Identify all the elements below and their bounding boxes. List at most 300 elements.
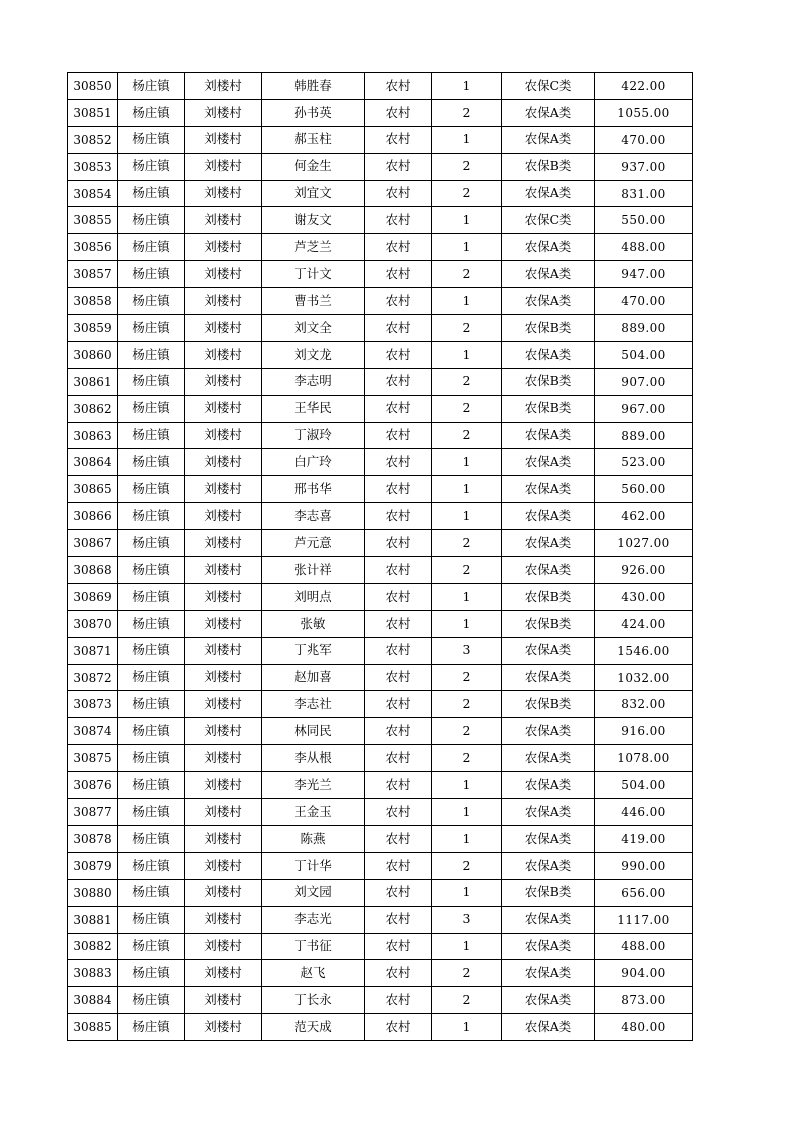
cell-village: 刘楼村 — [185, 422, 262, 449]
cell-village: 刘楼村 — [185, 99, 262, 126]
cell-member-count: 3 — [432, 906, 502, 933]
cell-amount: 422.00 — [595, 73, 693, 100]
cell-village: 刘楼村 — [185, 288, 262, 315]
cell-town: 杨庄镇 — [118, 153, 185, 180]
cell-household-type: 农村 — [365, 153, 432, 180]
table-row — [68, 718, 693, 745]
cell-town: 杨庄镇 — [118, 987, 185, 1014]
cell-record-id: 30861 — [68, 368, 118, 395]
cell-amount: 904.00 — [595, 960, 693, 987]
cell-insurance-category: 农保B类 — [502, 153, 595, 180]
cell-member-count: 2 — [432, 745, 502, 772]
table-row — [68, 503, 693, 530]
cell-village: 刘楼村 — [185, 368, 262, 395]
cell-record-id: 30878 — [68, 825, 118, 852]
cell-town: 杨庄镇 — [118, 315, 185, 342]
cell-record-id: 30871 — [68, 637, 118, 664]
cell-insurance-category: 农保A类 — [502, 180, 595, 207]
cell-amount: 424.00 — [595, 610, 693, 637]
cell-record-id: 30850 — [68, 73, 118, 100]
cell-record-id: 30851 — [68, 99, 118, 126]
table-row — [68, 557, 693, 584]
cell-member-count: 2 — [432, 852, 502, 879]
cell-amount: 656.00 — [595, 879, 693, 906]
cell-insurance-category: 农保B类 — [502, 583, 595, 610]
cell-village: 刘楼村 — [185, 126, 262, 153]
cell-household-type: 农村 — [365, 449, 432, 476]
cell-amount: 947.00 — [595, 261, 693, 288]
cell-town: 杨庄镇 — [118, 691, 185, 718]
cell-amount: 916.00 — [595, 718, 693, 745]
cell-name: 刘文全 — [262, 315, 365, 342]
cell-name: 芦芝兰 — [262, 234, 365, 261]
cell-town: 杨庄镇 — [118, 1014, 185, 1041]
cell-name: 白广玲 — [262, 449, 365, 476]
cell-household-type: 农村 — [365, 99, 432, 126]
cell-record-id: 30882 — [68, 933, 118, 960]
cell-record-id: 30880 — [68, 879, 118, 906]
cell-town: 杨庄镇 — [118, 449, 185, 476]
cell-member-count: 1 — [432, 476, 502, 503]
cell-member-count: 2 — [432, 261, 502, 288]
cell-member-count: 1 — [432, 288, 502, 315]
cell-amount: 523.00 — [595, 449, 693, 476]
cell-record-id: 30866 — [68, 503, 118, 530]
cell-insurance-category: 农保A类 — [502, 825, 595, 852]
cell-member-count: 1 — [432, 772, 502, 799]
table-row — [68, 906, 693, 933]
cell-member-count: 2 — [432, 530, 502, 557]
table-row — [68, 799, 693, 826]
cell-name: 郝玉柱 — [262, 126, 365, 153]
cell-record-id: 30856 — [68, 234, 118, 261]
cell-record-id: 30881 — [68, 906, 118, 933]
table-row — [68, 1014, 693, 1041]
cell-village: 刘楼村 — [185, 153, 262, 180]
cell-household-type: 农村 — [365, 207, 432, 234]
cell-amount: 430.00 — [595, 583, 693, 610]
cell-amount: 967.00 — [595, 395, 693, 422]
cell-amount: 1027.00 — [595, 530, 693, 557]
cell-insurance-category: 农保A类 — [502, 341, 595, 368]
cell-insurance-category: 农保A类 — [502, 234, 595, 261]
cell-town: 杨庄镇 — [118, 503, 185, 530]
cell-insurance-category: 农保B类 — [502, 315, 595, 342]
table-row — [68, 99, 693, 126]
cell-household-type: 农村 — [365, 530, 432, 557]
cell-name: 王华民 — [262, 395, 365, 422]
cell-amount: 1078.00 — [595, 745, 693, 772]
cell-record-id: 30872 — [68, 664, 118, 691]
cell-amount: 488.00 — [595, 933, 693, 960]
cell-town: 杨庄镇 — [118, 180, 185, 207]
cell-name: 丁兆军 — [262, 637, 365, 664]
cell-record-id: 30860 — [68, 341, 118, 368]
cell-household-type: 农村 — [365, 906, 432, 933]
cell-village: 刘楼村 — [185, 987, 262, 1014]
cell-record-id: 30854 — [68, 180, 118, 207]
cell-household-type: 农村 — [365, 879, 432, 906]
cell-member-count: 1 — [432, 879, 502, 906]
cell-name: 丁淑玲 — [262, 422, 365, 449]
cell-name: 范天成 — [262, 1014, 365, 1041]
table-row — [68, 610, 693, 637]
cell-household-type: 农村 — [365, 315, 432, 342]
cell-name: 刘文龙 — [262, 341, 365, 368]
cell-town: 杨庄镇 — [118, 583, 185, 610]
cell-household-type: 农村 — [365, 261, 432, 288]
cell-member-count: 1 — [432, 583, 502, 610]
table-row — [68, 664, 693, 691]
cell-amount: 504.00 — [595, 341, 693, 368]
cell-amount: 470.00 — [595, 126, 693, 153]
cell-village: 刘楼村 — [185, 718, 262, 745]
cell-village: 刘楼村 — [185, 825, 262, 852]
cell-member-count: 2 — [432, 691, 502, 718]
cell-town: 杨庄镇 — [118, 933, 185, 960]
cell-insurance-category: 农保A类 — [502, 261, 595, 288]
cell-household-type: 农村 — [365, 799, 432, 826]
cell-record-id: 30877 — [68, 799, 118, 826]
cell-household-type: 农村 — [365, 368, 432, 395]
table-row — [68, 745, 693, 772]
cell-amount: 550.00 — [595, 207, 693, 234]
cell-town: 杨庄镇 — [118, 234, 185, 261]
cell-amount: 470.00 — [595, 288, 693, 315]
cell-household-type: 农村 — [365, 503, 432, 530]
cell-household-type: 农村 — [365, 395, 432, 422]
cell-record-id: 30852 — [68, 126, 118, 153]
cell-household-type: 农村 — [365, 987, 432, 1014]
cell-member-count: 2 — [432, 422, 502, 449]
table-row — [68, 583, 693, 610]
cell-town: 杨庄镇 — [118, 799, 185, 826]
cell-village: 刘楼村 — [185, 395, 262, 422]
cell-amount: 907.00 — [595, 368, 693, 395]
cell-insurance-category: 农保A类 — [502, 906, 595, 933]
cell-household-type: 农村 — [365, 341, 432, 368]
cell-town: 杨庄镇 — [118, 288, 185, 315]
table-row — [68, 73, 693, 100]
cell-village: 刘楼村 — [185, 664, 262, 691]
cell-town: 杨庄镇 — [118, 126, 185, 153]
cell-name: 刘宜文 — [262, 180, 365, 207]
cell-name: 李志社 — [262, 691, 365, 718]
cell-village: 刘楼村 — [185, 476, 262, 503]
cell-record-id: 30862 — [68, 395, 118, 422]
cell-record-id: 30879 — [68, 852, 118, 879]
cell-household-type: 农村 — [365, 557, 432, 584]
table-row — [68, 368, 693, 395]
cell-amount: 480.00 — [595, 1014, 693, 1041]
cell-record-id: 30885 — [68, 1014, 118, 1041]
cell-member-count: 1 — [432, 799, 502, 826]
cell-village: 刘楼村 — [185, 207, 262, 234]
cell-town: 杨庄镇 — [118, 476, 185, 503]
cell-town: 杨庄镇 — [118, 99, 185, 126]
cell-name: 孙书英 — [262, 99, 365, 126]
cell-record-id: 30873 — [68, 691, 118, 718]
cell-member-count: 1 — [432, 503, 502, 530]
table-row — [68, 449, 693, 476]
cell-insurance-category: 农保A类 — [502, 530, 595, 557]
cell-insurance-category: 农保A类 — [502, 637, 595, 664]
cell-insurance-category: 农保A类 — [502, 557, 595, 584]
cell-insurance-category: 农保A类 — [502, 664, 595, 691]
cell-member-count: 1 — [432, 825, 502, 852]
cell-insurance-category: 农保A类 — [502, 799, 595, 826]
cell-amount: 1055.00 — [595, 99, 693, 126]
cell-village: 刘楼村 — [185, 530, 262, 557]
cell-name: 李从根 — [262, 745, 365, 772]
cell-town: 杨庄镇 — [118, 395, 185, 422]
table-row — [68, 691, 693, 718]
table-row — [68, 476, 693, 503]
cell-member-count: 2 — [432, 153, 502, 180]
cell-village: 刘楼村 — [185, 691, 262, 718]
cell-household-type: 农村 — [365, 610, 432, 637]
table-body — [68, 73, 693, 1041]
cell-record-id: 30864 — [68, 449, 118, 476]
table-row — [68, 933, 693, 960]
cell-record-id: 30875 — [68, 745, 118, 772]
cell-village: 刘楼村 — [185, 315, 262, 342]
cell-member-count: 2 — [432, 180, 502, 207]
cell-name: 刘明点 — [262, 583, 365, 610]
cell-village: 刘楼村 — [185, 960, 262, 987]
cell-town: 杨庄镇 — [118, 879, 185, 906]
cell-village: 刘楼村 — [185, 879, 262, 906]
cell-village: 刘楼村 — [185, 341, 262, 368]
cell-member-count: 1 — [432, 610, 502, 637]
cell-village: 刘楼村 — [185, 503, 262, 530]
cell-member-count: 2 — [432, 557, 502, 584]
table-row — [68, 126, 693, 153]
cell-amount: 504.00 — [595, 772, 693, 799]
cell-name: 曹书兰 — [262, 288, 365, 315]
cell-insurance-category: 农保C类 — [502, 73, 595, 100]
cell-household-type: 农村 — [365, 476, 432, 503]
cell-insurance-category: 农保B类 — [502, 395, 595, 422]
cell-member-count: 2 — [432, 315, 502, 342]
cell-amount: 1032.00 — [595, 664, 693, 691]
cell-member-count: 1 — [432, 1014, 502, 1041]
table-row — [68, 530, 693, 557]
cell-village: 刘楼村 — [185, 799, 262, 826]
cell-amount: 1546.00 — [595, 637, 693, 664]
records-table — [67, 72, 693, 1041]
cell-member-count: 2 — [432, 960, 502, 987]
cell-amount: 831.00 — [595, 180, 693, 207]
cell-village: 刘楼村 — [185, 73, 262, 100]
cell-town: 杨庄镇 — [118, 664, 185, 691]
cell-name: 李志喜 — [262, 503, 365, 530]
table-row — [68, 772, 693, 799]
cell-amount: 462.00 — [595, 503, 693, 530]
cell-record-id: 30884 — [68, 987, 118, 1014]
cell-household-type: 农村 — [365, 288, 432, 315]
cell-name: 赵加喜 — [262, 664, 365, 691]
cell-village: 刘楼村 — [185, 637, 262, 664]
cell-name: 李志光 — [262, 906, 365, 933]
cell-name: 赵飞 — [262, 960, 365, 987]
table-row — [68, 288, 693, 315]
cell-household-type: 农村 — [365, 745, 432, 772]
cell-member-count: 2 — [432, 395, 502, 422]
cell-record-id: 30857 — [68, 261, 118, 288]
cell-town: 杨庄镇 — [118, 610, 185, 637]
cell-name: 韩胜春 — [262, 73, 365, 100]
cell-household-type: 农村 — [365, 960, 432, 987]
table-row — [68, 987, 693, 1014]
cell-insurance-category: 农保B类 — [502, 691, 595, 718]
cell-village: 刘楼村 — [185, 234, 262, 261]
cell-amount: 419.00 — [595, 825, 693, 852]
cell-name: 丁计文 — [262, 261, 365, 288]
cell-name: 邢书华 — [262, 476, 365, 503]
table-row — [68, 852, 693, 879]
cell-insurance-category: 农保A类 — [502, 503, 595, 530]
cell-member-count: 2 — [432, 368, 502, 395]
cell-village: 刘楼村 — [185, 745, 262, 772]
cell-record-id: 30853 — [68, 153, 118, 180]
cell-insurance-category: 农保A类 — [502, 288, 595, 315]
cell-member-count: 1 — [432, 73, 502, 100]
cell-insurance-category: 农保A类 — [502, 99, 595, 126]
cell-household-type: 农村 — [365, 1014, 432, 1041]
cell-record-id: 30858 — [68, 288, 118, 315]
cell-town: 杨庄镇 — [118, 422, 185, 449]
table-row — [68, 341, 693, 368]
cell-household-type: 农村 — [365, 718, 432, 745]
table-row — [68, 960, 693, 987]
cell-member-count: 1 — [432, 234, 502, 261]
cell-insurance-category: 农保B类 — [502, 610, 595, 637]
cell-household-type: 农村 — [365, 691, 432, 718]
cell-town: 杨庄镇 — [118, 207, 185, 234]
cell-record-id: 30855 — [68, 207, 118, 234]
cell-village: 刘楼村 — [185, 557, 262, 584]
cell-member-count: 2 — [432, 664, 502, 691]
cell-town: 杨庄镇 — [118, 530, 185, 557]
cell-name: 刘文园 — [262, 879, 365, 906]
cell-name: 丁计华 — [262, 852, 365, 879]
cell-member-count: 1 — [432, 207, 502, 234]
cell-household-type: 农村 — [365, 126, 432, 153]
cell-town: 杨庄镇 — [118, 745, 185, 772]
cell-household-type: 农村 — [365, 637, 432, 664]
table-row — [68, 207, 693, 234]
cell-record-id: 30870 — [68, 610, 118, 637]
table-row — [68, 180, 693, 207]
cell-town: 杨庄镇 — [118, 637, 185, 664]
cell-record-id: 30874 — [68, 718, 118, 745]
cell-town: 杨庄镇 — [118, 368, 185, 395]
cell-insurance-category: 农保A类 — [502, 1014, 595, 1041]
cell-insurance-category: 农保A类 — [502, 852, 595, 879]
cell-record-id: 30863 — [68, 422, 118, 449]
cell-town: 杨庄镇 — [118, 261, 185, 288]
cell-member-count: 1 — [432, 933, 502, 960]
cell-record-id: 30883 — [68, 960, 118, 987]
cell-insurance-category: 农保A类 — [502, 126, 595, 153]
cell-name: 林同民 — [262, 718, 365, 745]
cell-name: 丁长永 — [262, 987, 365, 1014]
cell-record-id: 30876 — [68, 772, 118, 799]
cell-village: 刘楼村 — [185, 906, 262, 933]
cell-village: 刘楼村 — [185, 583, 262, 610]
table-row — [68, 825, 693, 852]
cell-town: 杨庄镇 — [118, 718, 185, 745]
table-row — [68, 315, 693, 342]
cell-amount: 446.00 — [595, 799, 693, 826]
cell-insurance-category: 农保A类 — [502, 772, 595, 799]
cell-member-count: 1 — [432, 126, 502, 153]
cell-amount: 832.00 — [595, 691, 693, 718]
cell-member-count: 2 — [432, 987, 502, 1014]
cell-insurance-category: 农保A类 — [502, 476, 595, 503]
table-row — [68, 261, 693, 288]
cell-member-count: 3 — [432, 637, 502, 664]
cell-insurance-category: 农保A类 — [502, 718, 595, 745]
cell-member-count: 2 — [432, 99, 502, 126]
cell-household-type: 农村 — [365, 73, 432, 100]
cell-insurance-category: 农保C类 — [502, 207, 595, 234]
cell-household-type: 农村 — [365, 583, 432, 610]
cell-record-id: 30865 — [68, 476, 118, 503]
cell-town: 杨庄镇 — [118, 341, 185, 368]
cell-insurance-category: 农保B类 — [502, 368, 595, 395]
table-row — [68, 879, 693, 906]
cell-town: 杨庄镇 — [118, 825, 185, 852]
cell-village: 刘楼村 — [185, 449, 262, 476]
cell-insurance-category: 农保A类 — [502, 422, 595, 449]
cell-household-type: 农村 — [365, 825, 432, 852]
cell-name: 张计祥 — [262, 557, 365, 584]
cell-insurance-category: 农保A类 — [502, 960, 595, 987]
cell-household-type: 农村 — [365, 772, 432, 799]
cell-town: 杨庄镇 — [118, 772, 185, 799]
cell-name: 王金玉 — [262, 799, 365, 826]
cell-town: 杨庄镇 — [118, 557, 185, 584]
cell-amount: 926.00 — [595, 557, 693, 584]
cell-name: 何金生 — [262, 153, 365, 180]
cell-insurance-category: 农保A类 — [502, 449, 595, 476]
cell-amount: 488.00 — [595, 234, 693, 261]
cell-name: 丁书征 — [262, 933, 365, 960]
cell-insurance-category: 农保A类 — [502, 987, 595, 1014]
cell-name: 芦元意 — [262, 530, 365, 557]
cell-amount: 873.00 — [595, 987, 693, 1014]
cell-amount: 889.00 — [595, 315, 693, 342]
cell-town: 杨庄镇 — [118, 906, 185, 933]
table-row — [68, 234, 693, 261]
cell-name: 张敏 — [262, 610, 365, 637]
table-row — [68, 395, 693, 422]
cell-village: 刘楼村 — [185, 772, 262, 799]
cell-amount: 990.00 — [595, 852, 693, 879]
cell-member-count: 1 — [432, 341, 502, 368]
cell-record-id: 30869 — [68, 583, 118, 610]
table-row — [68, 637, 693, 664]
cell-town: 杨庄镇 — [118, 960, 185, 987]
cell-town: 杨庄镇 — [118, 73, 185, 100]
cell-record-id: 30859 — [68, 315, 118, 342]
cell-household-type: 农村 — [365, 933, 432, 960]
cell-member-count: 2 — [432, 718, 502, 745]
cell-village: 刘楼村 — [185, 261, 262, 288]
cell-name: 李志明 — [262, 368, 365, 395]
